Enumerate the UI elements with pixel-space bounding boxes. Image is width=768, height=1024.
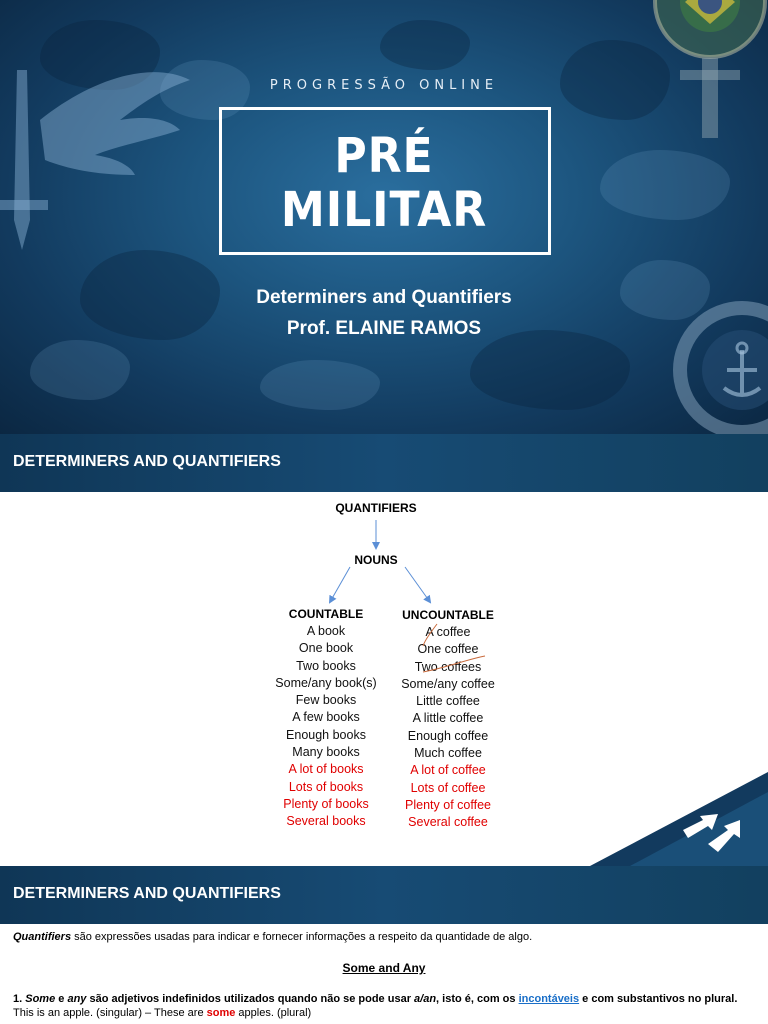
example-highlight: some [206, 1007, 236, 1019]
countable-item: Plenty of books [283, 796, 369, 811]
countable-item: Many books [292, 745, 360, 760]
countable-item: Enough books [286, 727, 366, 742]
cover-slide [0, 0, 768, 434]
uncountable-item: Some/any coffee [401, 676, 495, 691]
countable-item: A book [306, 624, 346, 638]
intro-text: são expressões usadas para indicar e fornecer informações a respeito da quantidade de algo. [71, 931, 533, 943]
countable-item: One book [298, 641, 354, 656]
uncountable-item: Two coffees [414, 659, 482, 674]
uncountable-item: Several coffee [408, 815, 488, 830]
countable-item: Two books [296, 658, 356, 673]
uncountable-item: A little coffee [412, 711, 484, 726]
cover-subtitle: Determiners and Quantifiers [256, 287, 512, 308]
intro-term: Quantifiers [13, 931, 72, 943]
countable-item: Few books [295, 693, 357, 708]
rule-text-c: e com substantivos no plural. [579, 993, 738, 1005]
intro-paragraph [13, 931, 532, 943]
arrow-left-icon [330, 567, 350, 602]
example-text-a: This is an apple. (singular) – These are [13, 1007, 207, 1019]
nouns-node: NOUNS [354, 553, 398, 567]
uncountable-item: Little coffee [416, 694, 480, 709]
section-header [0, 434, 768, 492]
cover-author: Prof. ELAINE RAMOS [286, 318, 482, 339]
camo-pattern [30, 340, 130, 400]
uncountable-item: Much coffee [414, 746, 482, 761]
example-text-b: apples. (plural) [235, 1007, 312, 1019]
incontaveis-link[interactable]: incontáveis [518, 993, 580, 1005]
section-header-title: DETERMINERS AND QUANTIFIERS [13, 453, 281, 470]
countable-item: A few books [292, 710, 360, 725]
section-header-2-title: DETERMINERS AND QUANTIFIERS [13, 885, 281, 902]
countable-item: Lots of books [288, 779, 364, 794]
strike-marks [415, 620, 495, 680]
countable-heading: COUNTABLE [288, 607, 364, 621]
rule-paragraph [13, 993, 737, 1005]
cover-title-line1: PRÉ [334, 128, 434, 184]
corner-decoration [590, 772, 768, 866]
uncountable-item: Plenty of coffee [405, 797, 491, 812]
countable-item: Several books [286, 814, 366, 829]
term-any: any [67, 993, 87, 1005]
example-sentence [13, 1007, 311, 1019]
section-title: Some and Any [342, 961, 426, 975]
countable-list [262, 623, 390, 831]
countable-item: A lot of books [288, 762, 364, 777]
rule-text-e: e [55, 993, 68, 1005]
arrow-right-icon [405, 567, 430, 602]
uncountable-item: A coffee [425, 625, 471, 639]
cover-title-line2: MILITAR [280, 182, 488, 238]
term-a-an: a/an [414, 993, 437, 1005]
rule-text-a: são adjetivos indefinidos utilizados quando não se pode usar [86, 993, 415, 1005]
camo-pattern [380, 20, 470, 70]
uncountable-item: A lot of coffee [410, 763, 486, 778]
rule-number: 1. [13, 993, 23, 1005]
uncountable-item: Lots of coffee [410, 780, 486, 795]
countable-item: Some/any book(s) [275, 675, 377, 690]
camo-pattern [470, 330, 630, 410]
quantifiers-node: QUANTIFIERS [335, 501, 417, 515]
uncountable-item: Enough coffee [407, 728, 489, 743]
rule-text-b: , isto é, com os [436, 993, 519, 1005]
section-header-2 [0, 866, 768, 924]
uncountable-heading: UNCOUNTABLE [402, 608, 494, 622]
uncountable-item: One coffee [417, 642, 479, 657]
term-some: Some [25, 993, 56, 1005]
diagram-arrows [0, 515, 768, 610]
camo-pattern [260, 360, 380, 410]
cover-kicker: PROGRESSÃO ONLINE [269, 78, 499, 93]
